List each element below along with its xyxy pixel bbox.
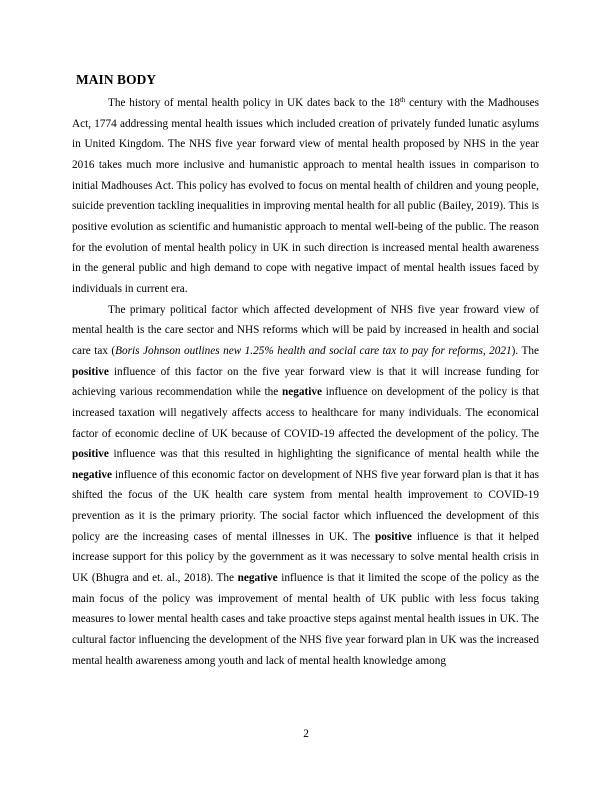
page-number: 2 (303, 728, 309, 740)
paragraph-history (72, 93, 539, 300)
paragraph-factors (72, 300, 539, 672)
bold-term: negative (282, 386, 323, 399)
section-heading: MAIN BODY (76, 72, 157, 87)
body-text (72, 93, 539, 671)
bold-term: negative (72, 468, 112, 481)
text-run: influence is that it limited the scope of the policy as the main focus of the policy was improvement of mental health of UK public with less focus taking measures to lower mental health cases and take proactive steps against mental health issues in UK. The cultural factor influencing the development of the NHS five year forward plan in UK was the increased mental health awareness among youth and lack of mental health knowledge among (72, 572, 539, 667)
text-run: influence of this factor on the five year forward view is that it will increase funding for achieving various recommendation while the (72, 365, 539, 399)
text-run: century with the Madhouses Act, 1774 addressing mental health issues which included creation of privately funded lunatic asylums in United Kingdom. The NHS five year forward view of mental health proposed by NHS in the year 2016 takes much more inclusive and humanistic approach to mental health issues in comparison to initial Madhouses Act. This policy has evolved to focus on mental health of children and young people, suicide prevention tackling inequalities in improving mental health for all public (Bailey, 2019). This is positive evolution as scientific and humanistic approach to mental well-being of the public. The reason for the evolution of mental health policy in UK in such direction is increased mental health awareness in the general public and high demand to cope with negative impact of mental health issues faced by individuals in current era. (72, 97, 539, 295)
text-run: influence on development of the policy is that increased taxation will negatively affects access to healthcare for many individuals. The economical factor of economic decline of UK because of COVID-19 affected the development of the policy. The (72, 386, 539, 440)
text-run: influence of this economic factor on development of NHS five year forward plan is that it has shifted the focus of the UK health care system from mental health improvement to COVID-19 prevention as it is the primary priority. The social factor which influenced the development of this policy are the increasing cases of mental illnesses in UK. The (72, 468, 539, 543)
bold-term: positive (375, 530, 412, 543)
text-run: The primary political factor which affected development of NHS five year froward view of mental health is the care sector and NHS reforms which will be paid by increased in health and social care tax ( (72, 303, 539, 357)
text-run: influence was that this resulted in highlighting the significance of mental health while the (108, 448, 539, 461)
text-run: ). The (511, 344, 539, 357)
bold-term: positive (72, 365, 109, 378)
bold-term: positive (72, 448, 109, 461)
bold-term: negative (237, 572, 278, 585)
superscript-text: th (399, 96, 406, 104)
text-run: influence is that it helped increase support for this policy by the government as it was necessary to solve mental health crisis in UK (Bhugra and et. al., 2018). The (72, 530, 539, 585)
text-run: The history of mental health policy in UK dates back to the 18 (108, 97, 400, 109)
italic-citation: Boris Johnson outlines new 1.25% health and social care tax to pay for reforms, 2021 (115, 344, 512, 357)
